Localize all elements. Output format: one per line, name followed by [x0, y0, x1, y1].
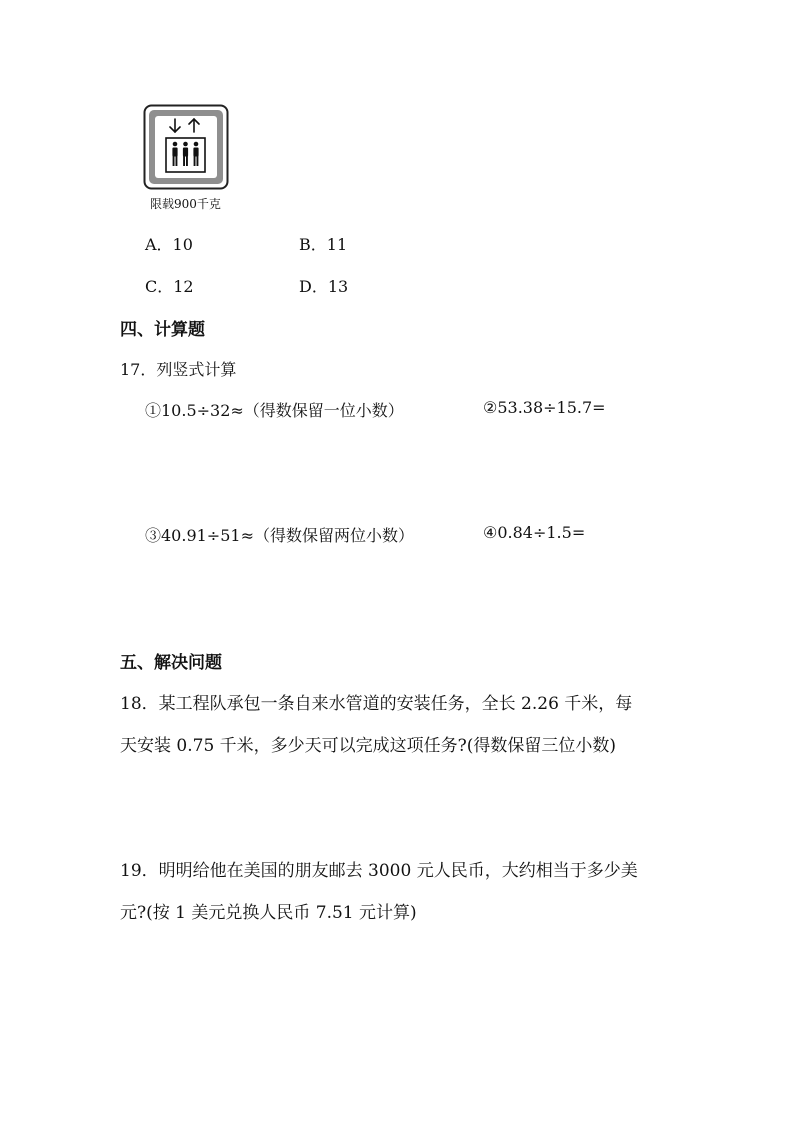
option-d: D．13	[299, 277, 349, 296]
elevator-sign-icon	[143, 104, 229, 190]
q17-item-2: ②53.38÷15.7=	[483, 398, 606, 417]
option-a: A．10	[145, 235, 193, 254]
option-c: C．12	[145, 277, 194, 296]
question-18-line-2: 天安装 0.75 千米，多少天可以完成这项任务?(得数保留三位小数)	[120, 736, 617, 756]
q17-item-1: ①10.5÷32≈（得数保留一位小数）	[145, 401, 404, 420]
section-heading-calculation: 四、计算题	[120, 320, 205, 340]
section-heading-problem-solving: 五、解决问题	[120, 653, 222, 673]
question-17-title: 17．列竖式计算	[120, 360, 237, 379]
q17-item-3: ③40.91÷51≈（得数保留两位小数）	[145, 526, 414, 545]
q17-item-4: ④0.84÷1.5=	[483, 523, 586, 542]
option-b: B．11	[299, 235, 348, 254]
figure-caption: 限载900千克	[150, 197, 221, 211]
question-19-line-2: 元?(按 1 美元兑换人民币 7.51 元计算)	[120, 903, 417, 923]
question-19-line-1: 19．明明给他在美国的朋友邮去 3000 元人民币，大约相当于多少美	[120, 861, 638, 881]
question-18-line-1: 18．某工程队承包一条自来水管道的安装任务，全长 2.26 千米，每	[120, 694, 633, 714]
